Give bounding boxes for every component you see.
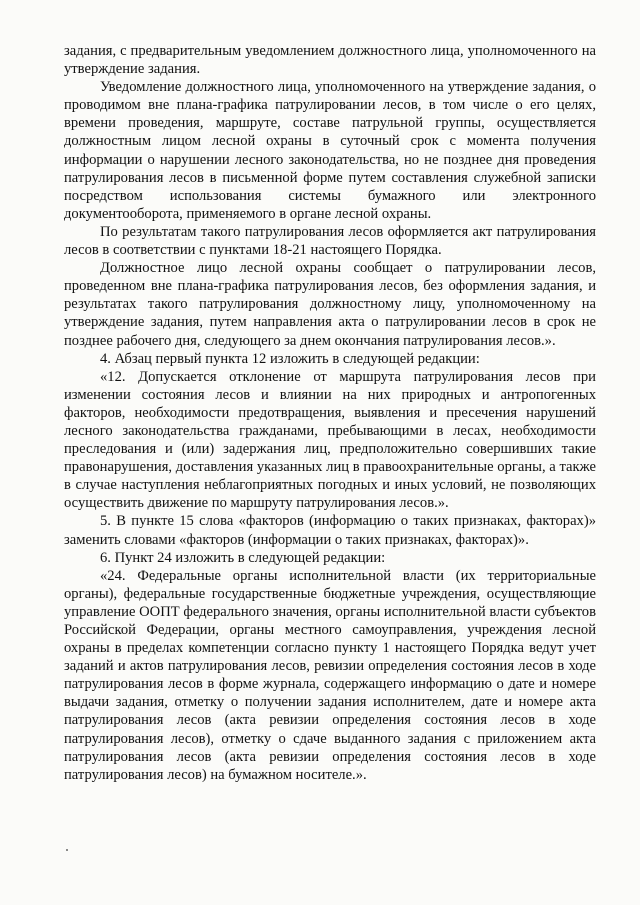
paragraph-clause-12: «12. Допускается отклонение от маршрута патрулирования лесов при изменении состояния лесов и влиянии на них природных и антропогенных факторов, необходимости предотвращения, выявления и пресечения нарушений лесного законодательства гражданами, пребывающими в лесах, необходимости преследования и (или) задержания лиц, предположительно совершивших такие правонарушения, доставления указанных лиц в правоохранительные органы, а также в случае наступления неблагоприятных погодных и иных условий, не позволяющих осуществить движение по маршруту патрулирования лесов.». bbox=[64, 368, 596, 512]
paragraph-continuation: задания, с предварительным уведомлением должностного лица, уполномоченного на утверждение задания. bbox=[64, 43, 596, 78]
document-body bbox=[64, 42, 596, 784]
paragraph-item-6: 6. Пункт 24 изложить в следующей редакции: bbox=[100, 549, 386, 566]
paragraph-item-4: 4. Абзац первый пункта 12 изложить в следующей редакции: bbox=[100, 350, 480, 367]
paragraph-officer-report: Должностное лицо лесной охраны сообщает о патрулировании лесов, проведенном вне плана-графика патрулирования лесов, без оформления задания, и результатах такого патрулирования должностному лицу, уполномоченному на утверждение задания, путем направления акта о патрулировании лесов в срок не позднее рабочего дня, следующего за днем окончания патрулирования лесов.». bbox=[64, 260, 596, 349]
paragraph-notification: Уведомление должностного лица, уполномоченного на утверждение задания, о проводимом вне плана-графика патрулировании лесов, в том числе о его целях, времени проведения, маршруте, составе патрульной группы, осуществляется должностным лицом лесной охраны в суточный срок с момента получения информации о нарушении лесного законодательства, но не позднее дня проведения патрулирования лесов в письменной форме путем составления служебной записки посредством использования системы бумажного или электронного документооборота, применяемого в органе лесной охраны. bbox=[64, 79, 596, 222]
scan-speck bbox=[66, 849, 68, 851]
paragraph-patrol-act: По результатам такого патрулирования лесов оформляется акт патрулирования лесов в соответствии с пунктами 18-21 настоящего Порядка. bbox=[64, 223, 596, 259]
paragraph-clause-24: «24. Федеральные органы исполнительной власти (их территориальные органы), федеральные государственные бюджетные учреждения, осуществляющие управление ООПТ федерального значения, органы исполнительной власти субъектов Российской Федерации, органы местного самоуправления, учреждения лесной охраны в пределах компетенции согласно пункту 1 настоящего Порядка ведут учет заданий и актов патрулирования лесов, ревизии определения состояния лесов в ходе патрулирования лесов в форме журнала, содержащего информацию о дате и номере выдачи задания, отметку о получении задания исполнителем, дате и номере акта патрулирования лесов (акта ревизии определения состояния лесов в ходе патрулирования лесов), отметку о сдаче выданного задания с приложением акта патрулирования лесов (акта ревизии определения состояния лесов в ходе патрулирования лесов) на бумажном носителе.». bbox=[64, 567, 596, 783]
paragraph-item-5: 5. В пункте 15 слова «факторов (информацию о таких признаках, факторах)» заменить словами «факторов (информации о таких признаках, факторах)». bbox=[64, 513, 596, 548]
